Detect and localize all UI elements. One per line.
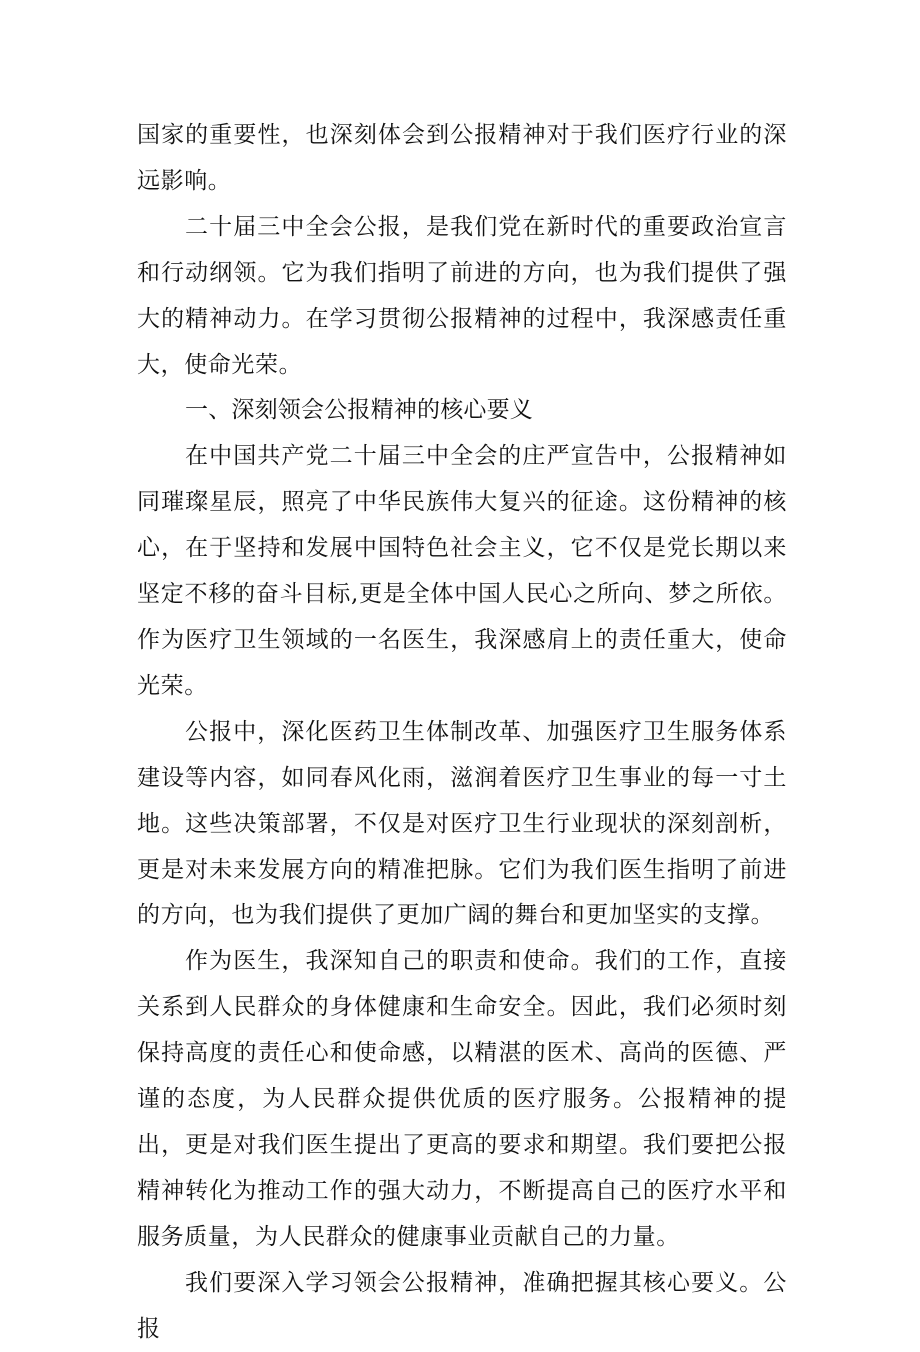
paragraph-doctor-duty: 作为医生，我深知自己的职责和使命。我们的工作，直接关系到人民群众的身体健康和生命安全。因此，我们必须时刻保持高度的责任心和使命感，以精湛的医术、高尚的医德、严谨的态度，为人民群众提供优质的医疗服务。公报精神的提出，更是对我们医生提出了更高的要求和期望。我们要把公报精神转化为推动工作的强大动力，不断提高自己的医疗水平和服务质量，为人民群众的健康事业贡献自己的力量。 [137,948,787,1250]
paragraph-medical-reform: 公报中，深化医药卫生体制改革、加强医疗卫生服务体系建设等内容，如同春风化雨，滋润着医疗卫生事业的每一寸土地。这些决策部署，不仅是对医疗卫生行业现状的深刻剖析，更是对未来发展方向的精准把脉。它们为我们医生指明了前进的方向，也为我们提供了更加广阔的舞台和更加坚实的支撑。 [137,718,787,929]
paragraph-core-spirit: 在中国共产党二十届三中全会的庄严宣告中，公报精神如同璀璨星辰，照亮了中华民族伟大复兴的征途。这份精神的核心，在于坚持和发展中国特色社会主义，它不仅是党长期以来坚定不移的奋斗目标,更是全体中国人民心之所向、梦之所依。作为医疗卫生领域的一名医生，我深感肩上的责任重大，使命光荣。 [137,443,787,699]
section-heading-core-essence: 一、深刻领会公报精神的核心要义 [185,397,533,424]
continuation-paragraph: 国家的重要性，也深刻体会到公报精神对于我们医疗行业的深远影响。 [137,122,787,194]
paragraph-study-communique: 我们要深入学习领会公报精神，准确把握其核心要义。公报 [137,1269,787,1342]
paragraph-communique-significance: 二十届三中全会公报，是我们党在新时代的重要政治宣言和行动纲领。它为我们指明了前进的方向，也为我们提供了强大的精神动力。在学习贯彻公报精神的过程中，我深感责任重大，使命光荣。 [137,213,787,378]
document-body [137,113,787,1352]
